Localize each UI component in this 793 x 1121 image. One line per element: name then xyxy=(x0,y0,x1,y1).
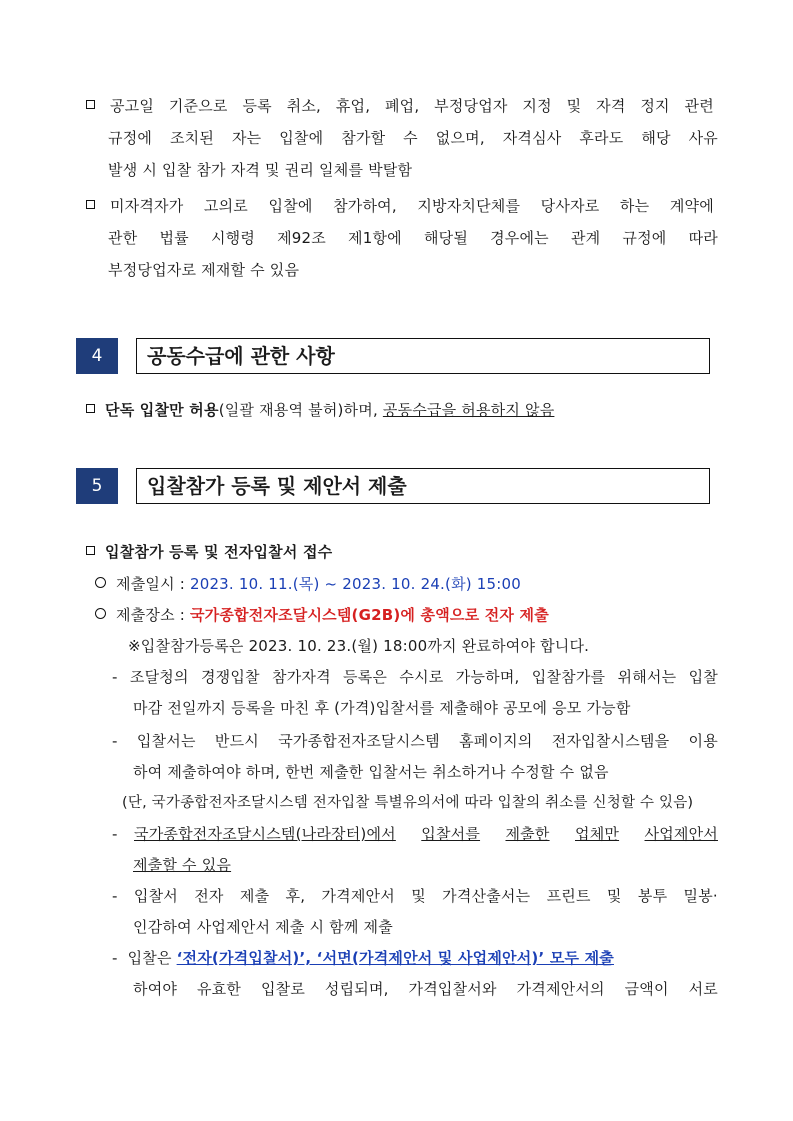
word: 계약에 xyxy=(669,197,714,215)
detail-5-line-2 xyxy=(133,979,718,999)
word: 참가하여, xyxy=(333,197,397,215)
word: 홈페이지의 xyxy=(459,732,533,750)
bullet-1-line-2 xyxy=(108,128,718,148)
word: 등록 xyxy=(242,97,272,115)
word: 제92조 xyxy=(277,229,326,247)
word: 미자격자가 xyxy=(109,197,184,215)
word: 가격제안서의 xyxy=(516,980,605,998)
word: 해당 xyxy=(641,129,671,147)
word: 입찰서를 xyxy=(421,825,481,843)
heading-text: 입찰참가 등록 및 전자입찰서 접수 xyxy=(105,543,333,561)
word: 입찰 xyxy=(688,668,718,686)
word: 규정에 xyxy=(622,229,667,247)
word: - xyxy=(112,732,118,750)
word: 제1항에 xyxy=(348,229,402,247)
section-5-heading xyxy=(86,542,332,562)
word: - xyxy=(112,668,118,686)
word: 위해서는 xyxy=(617,668,677,686)
word: 규정에 xyxy=(108,129,153,147)
bullet-1-line-1 xyxy=(86,96,718,116)
word: 금액이 xyxy=(624,980,669,998)
word: 프린트 xyxy=(546,887,591,905)
detail-2-line-1 xyxy=(112,731,718,751)
detail-1-line-1 xyxy=(112,667,718,687)
word: 및 xyxy=(566,97,582,115)
word: 등록은 xyxy=(343,668,388,686)
word: 전자 xyxy=(194,887,224,905)
section-title: 입찰참가 등록 및 제안서 제출 xyxy=(136,468,710,504)
word: 제출한 xyxy=(505,825,550,843)
word: 관계 xyxy=(570,229,601,247)
checkbox-bullet-icon xyxy=(86,404,95,413)
word: 봉투 xyxy=(637,887,668,905)
single-bid-text: 단독 입찰만 허용 xyxy=(105,401,219,419)
section-4-bullet xyxy=(86,400,554,420)
word: 조달청의 xyxy=(129,668,189,686)
word: 부정당업자 xyxy=(434,97,508,115)
submission-date xyxy=(95,574,521,594)
word: 시행령 xyxy=(210,229,256,247)
word: 기준으로 xyxy=(168,97,228,115)
detail-1-line-2: 마감 전일까지 등록을 마친 후 (가격)입찰서를 제출해야 공모에 응모 가능함 xyxy=(133,699,631,717)
place-label: 제출장소 : xyxy=(116,606,190,624)
word: 가격입찰서와 xyxy=(408,980,497,998)
detail-5-prefix: 입찰은 xyxy=(127,949,177,967)
detail-5-line-1 xyxy=(112,948,718,968)
checkbox-bullet-icon xyxy=(86,546,95,555)
word: 폐업, xyxy=(384,97,420,115)
detail-3-line-2: 제출할 수 있음 xyxy=(133,856,232,874)
word: 밀봉· xyxy=(683,887,718,905)
section-title: 공동수급에 관한 사항 xyxy=(136,338,710,374)
word: 및 xyxy=(411,887,426,905)
word: 취소, xyxy=(286,97,321,115)
word: 입찰에 xyxy=(268,197,313,215)
registration-note: ※입찰참가등록은 2023. 10. 23.(월) 18:00까지 완료하여야 합니다. xyxy=(128,637,590,655)
word: 참가할 xyxy=(341,129,386,147)
word: 가격제안서 xyxy=(321,887,395,905)
detail-4-line-1 xyxy=(112,886,718,906)
bullet-2-line-1-words xyxy=(110,196,714,216)
word: 입찰참가를 xyxy=(531,668,606,686)
detail-3-words xyxy=(134,824,718,844)
word: 하는 xyxy=(619,197,650,215)
word: 사유 xyxy=(688,129,718,147)
word: 정지 xyxy=(640,97,670,115)
section-number: 5 xyxy=(76,468,118,504)
word: 하여야 xyxy=(133,980,178,998)
word: 경쟁입찰 xyxy=(200,668,260,686)
word: 자는 xyxy=(231,129,262,147)
word: 따라 xyxy=(688,229,718,247)
bullet-2-line-1 xyxy=(86,196,718,216)
word: 조치된 xyxy=(169,129,215,147)
word: 관한 xyxy=(108,229,138,247)
word: 입찰서 xyxy=(133,887,178,905)
word: 없으며, xyxy=(435,129,485,147)
joint-bid-not-allowed: 공동수급을 허용하지 않음 xyxy=(382,401,555,419)
place-value: 국가종합전자조달시스템(G2B)에 총액으로 전자 제출 xyxy=(189,606,549,624)
bullet-1-line-1-words xyxy=(110,96,714,116)
word: 전자입찰시스템을 xyxy=(551,732,670,750)
word: 고의로 xyxy=(203,197,248,215)
dash: - xyxy=(112,825,118,843)
word: 제출 xyxy=(239,887,270,905)
word: 입찰서는 xyxy=(136,732,196,750)
word: - xyxy=(112,887,118,905)
submission-requirement-link: ‘전자(가격입찰서)’, ‘서면(가격제안서 및 사업제안서)’ 모두 제출 xyxy=(176,949,614,967)
bullet-1-line-3: 발생 시 입찰 참가 자격 및 권리 일체를 박탈함 xyxy=(108,161,413,179)
word: 업체만 xyxy=(575,825,620,843)
word: 수시로 xyxy=(399,668,444,686)
word: 유효한 xyxy=(196,980,242,998)
detail-2-line-2: 하여 제출하여야 하며, 한번 제출한 입찰서는 취소하거나 수정할 수 없음 xyxy=(133,763,609,781)
circle-bullet-icon xyxy=(95,577,106,588)
word: 공고일 xyxy=(109,97,155,115)
word: 가능하며, xyxy=(455,668,520,686)
checkbox-bullet-icon xyxy=(86,100,95,109)
word: 이용 xyxy=(688,732,718,750)
word: 자격 xyxy=(596,97,626,115)
word: 수 xyxy=(403,129,418,147)
word: 참가자격 xyxy=(272,668,331,686)
date-value: 2023. 10. 11.(목) ~ 2023. 10. 24.(화) 15:00 xyxy=(189,575,522,593)
word: 후, xyxy=(285,887,306,905)
word: 휴업, xyxy=(335,97,371,115)
word: 사업제안서 xyxy=(644,825,718,843)
word: 및 xyxy=(606,887,622,905)
bullet-2-line-2 xyxy=(108,228,718,248)
word: 가격산출서는 xyxy=(442,887,531,905)
bullet-2-line-3: 부정당업자로 제재할 수 있음 xyxy=(108,261,300,279)
word: 당사자로 xyxy=(540,197,600,215)
circle-bullet-icon xyxy=(95,608,106,619)
word: 법률 xyxy=(159,229,189,247)
section-number: 4 xyxy=(76,338,118,374)
detail-2-line-3: (단, 국가종합전자조달시스템 전자입찰 특별유의서에 따라 입찰의 취소를 신청할 수 있음) xyxy=(122,795,694,811)
word: 해당될 xyxy=(423,229,469,247)
word: 지방자치단체를 xyxy=(417,197,521,215)
word: 성립되며, xyxy=(324,980,389,998)
word: 입찰로 xyxy=(260,980,306,998)
word: 서로 xyxy=(688,980,718,998)
submission-place xyxy=(95,605,549,625)
word: 국가종합전자조달시스템(나라장터)에서 xyxy=(134,825,396,843)
word: 국가종합전자조달시스템 xyxy=(278,732,440,750)
word: 경우에는 xyxy=(490,229,549,247)
word: 관련 xyxy=(684,97,714,115)
word: 자격심사 xyxy=(502,129,562,147)
dash: - xyxy=(112,949,128,967)
word: 후라도 xyxy=(579,129,624,147)
word: 입찰에 xyxy=(279,129,324,147)
detail-4-line-2: 인감하여 사업제안서 제출 시 함께 제출 xyxy=(133,918,393,936)
date-label: 제출일시 : xyxy=(116,575,190,593)
word: 반드시 xyxy=(214,732,259,750)
checkbox-bullet-icon xyxy=(86,200,95,209)
bullet-mid-text: (일괄 재용역 불허)하며, xyxy=(218,401,383,419)
word: 지정 xyxy=(522,97,552,115)
